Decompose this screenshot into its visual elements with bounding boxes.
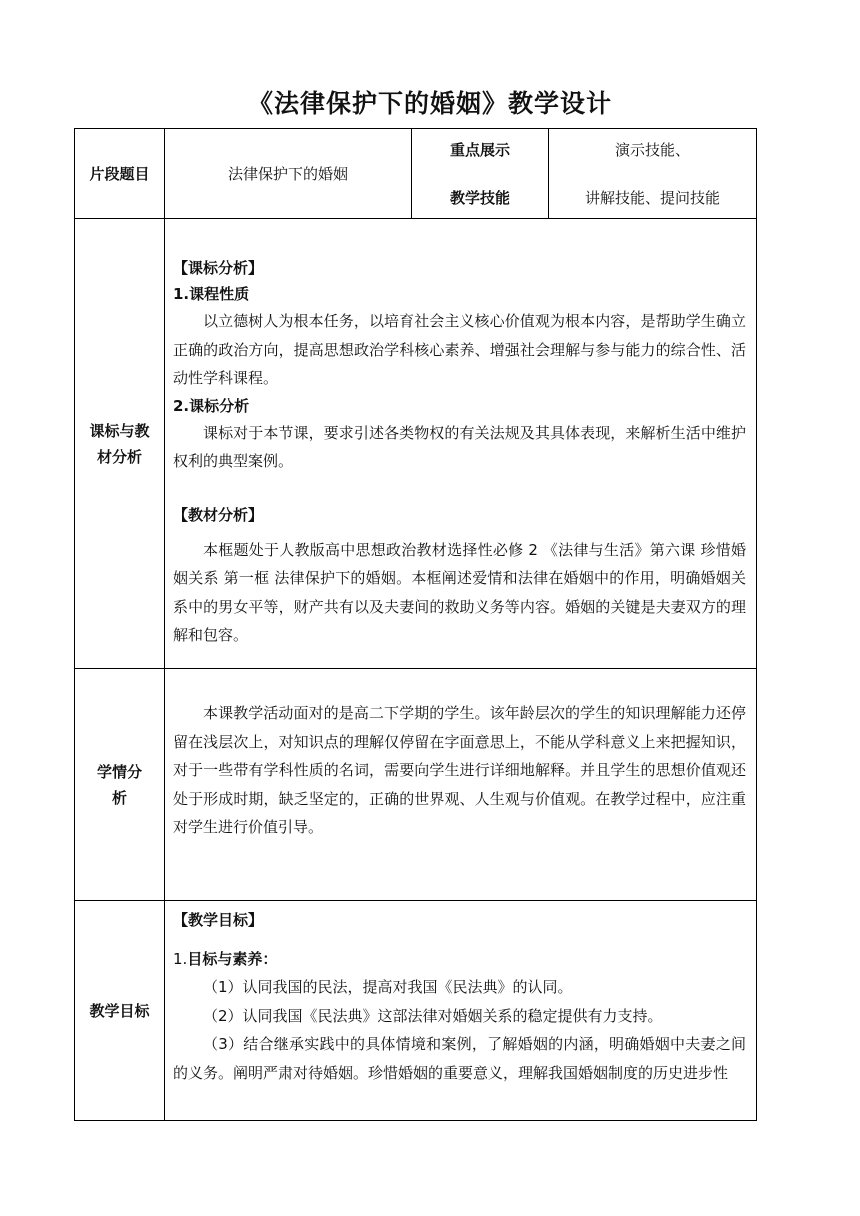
objectives-sub-num: 1. (173, 950, 188, 968)
objectives-heading: 【教学目标】 (173, 911, 264, 929)
objectives-content (165, 901, 757, 1121)
textbook-heading: 【教材分析】 (173, 505, 264, 524)
curriculum-label-line-1: 课标与教 (89, 421, 150, 440)
learners-label-line-1: 学情分 (96, 762, 142, 781)
curriculum-content (165, 219, 757, 669)
learners-text: 本课教学活动面对的是高二下学期的学生。该年龄层次的学生的知识理解能力还停留在浅层次上，对知识点的理解仅停留在字面意思上，不能从学科意义上来把握知识，对于一些带有学科性质的名词，需要向学生进行详细地解释。并且学生的思想价值观还处于形成时期，缺乏坚定的，正确的世界观、人生观与价值观。在教学过程中，应注重对学生进行价值引导。 (173, 704, 746, 836)
objectives-label: 教学目标 (75, 901, 165, 1121)
textbook-text: 本框题处于人教版高中思想政治教材选择性必修 2 《法律与生活》第六课 珍惜婚姻关系 第一框 法律保护下的婚姻。本框阐述爱情和法律在婚姻中的作用，明确婚姻关系中的男女平等，财产共有以及夫妻间的救助义务等内容。婚姻的关键是夫妻双方的理解和包容。 (173, 540, 746, 644)
learners-content (165, 669, 757, 901)
objective-item-2: （2）认同我国《民法典》这部法律对婚姻关系的稳定提供有力支持。 (203, 1006, 663, 1025)
skills-cell (549, 129, 757, 219)
objective-item-3: （3）结合继承实践中的具体情境和案例，了解婚姻的内涵，明确婚姻中夫妻之间的义务。阐明严肃对待婚姻。珍惜婚姻的重要意义，理解我国婚姻制度的历史进步性 (173, 1035, 746, 1082)
curriculum-label-line-2: 材分析 (96, 447, 142, 466)
topic-label: 片段题目 (75, 129, 165, 219)
lesson-design-table (74, 128, 757, 1121)
objective-item-1: （1）认同我国的民法，提高对我国《民法典》的认同。 (203, 978, 573, 996)
standard-analysis-text: 课标对于本节课，要求引述各类物权的有关法规及其具体表现，来解析生活中维护权利的典型案例。 (173, 423, 746, 470)
learners-row (75, 669, 757, 901)
standard-analysis-heading: 2.课标分析 (173, 396, 250, 415)
objectives-row (75, 901, 757, 1121)
curriculum-label (75, 219, 165, 669)
focus-label-cell (412, 129, 549, 219)
objectives-sub-title: 目标与素养： (187, 950, 278, 968)
course-nature-heading: 1.课程性质 (173, 285, 250, 303)
topic-value: 法律保护下的婚姻 (165, 129, 412, 219)
page-title: 《法律保护下的婚姻》教学设计 (247, 89, 612, 118)
course-nature-text: 以立德树人为根本任务，以培育社会主义核心价值观为根本内容，是帮助学生确立正确的政治方向，提高思想政治学科核心素养、增强社会理解与参与能力的综合性、活动性学科课程。 (173, 312, 746, 387)
focus-label-2: 教学技能 (449, 188, 510, 207)
objectives-subheading (173, 945, 746, 973)
learners-label (75, 669, 165, 901)
header-row (75, 129, 757, 219)
skills-line-2: 讲解技能、提问技能 (584, 188, 720, 207)
focus-label-1: 重点展示 (449, 140, 510, 159)
skills-line-1: 演示技能、 (614, 140, 690, 159)
standard-heading: 【课标分析】 (173, 259, 264, 277)
learners-label-line-2: 析 (111, 788, 127, 807)
curriculum-row (75, 219, 757, 669)
